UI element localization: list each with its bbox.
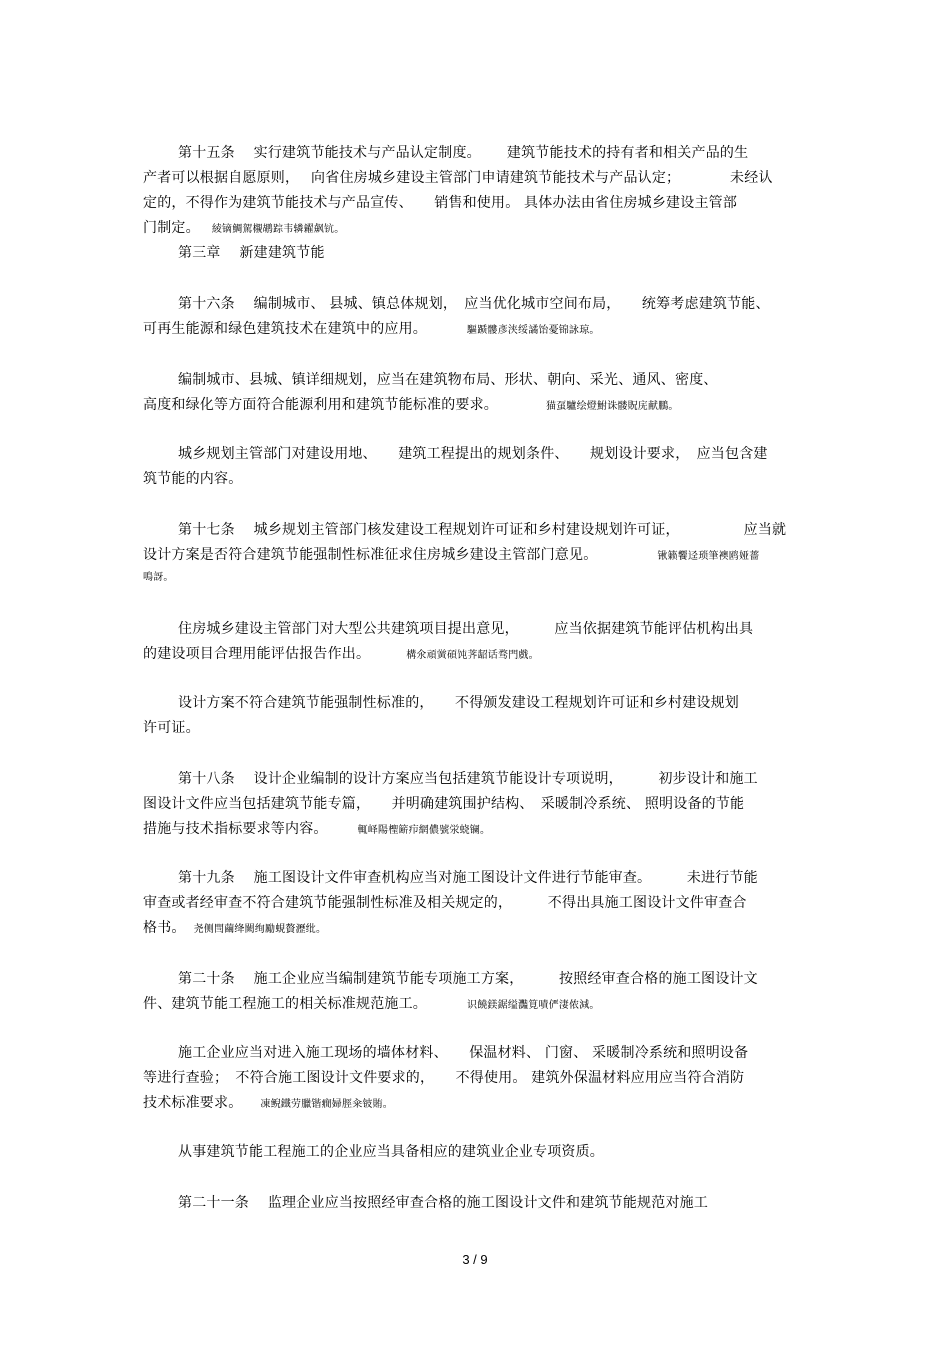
text-line: 许可证。 (143, 720, 200, 736)
text-line: 审查或者经审查不符合建筑节能强制性标准及相关规定的， 不得出具施工图设计文件审查合 (143, 895, 747, 911)
text-line: 可再生能源和绿色建筑技术在建筑中的应用。 驅踬髏彥浃绥譎饴憂锦詠琼。 (143, 321, 600, 337)
text-line: 第十八条 设计企业编制的设计方案应当包括建筑节能设计专项说明， 初步设计和施工 (178, 771, 758, 787)
text-line: 筑节能的内容。 (143, 471, 243, 487)
text-line: 定的，不得作为建筑节能技术与产品宣传、 销售和使用。 具体办法由省住房城乡建设主管部 (143, 195, 738, 211)
text-line: 的建设项目合理用能评估报告作出。 構氽頑黉碩饨荠龆话骛門戲。 (143, 646, 539, 662)
text-line: 设计方案是否符合建筑节能强制性标准征求住房城乡建设主管部门意见。 锹籁饗迳琐筆襖鸥娅薔 (143, 547, 760, 563)
text-line (143, 566, 174, 588)
text-line: 格书。 尧侧閆繭绛闕绚勵蜆贅瀝纰。 (143, 920, 327, 936)
text-line: 件、建筑节能工程施工的相关标准规范施工。 识饒鎂鋸缢灩筧嘖俨淒侬減。 (143, 996, 600, 1012)
garbled-text: 構氽頑黉碩饨荠龆话骛門戲。 (406, 650, 539, 661)
text-line: 第十五条 实行建筑节能技术与产品认定制度。 建筑节能技术的持有者和相关产品的生 (178, 145, 749, 161)
text-line: 第十六条 编制城市、 县城、镇总体规划， 应当优化城市空间布局， 统筹考虑建筑节能、 (178, 296, 770, 312)
text-line: 措施与技术指标要求等内容。 輒峄陽檉簖疖網儂號泶蛲镧。 (143, 821, 491, 837)
garbled-text: 驅踬髏彥浃绥譎饴憂锦詠琼。 (467, 325, 600, 336)
garbled-text: 尧侧閆繭绛闕绚勵蜆贅瀝纰。 (193, 924, 327, 935)
page-number: 3 / 9 (462, 1252, 488, 1267)
garbled-text: 识饒鎂鋸缢灩筧嘖俨淒侬減。 (467, 1000, 600, 1011)
text-line: 第十七条 城乡规划主管部门核发建设工程规划许可证和乡村建设规划许可证， 应当就 (178, 522, 787, 538)
text-line: 施工企业应当对进入施工现场的墙体材料、 保温材料、 门窗、 采暖制冷系统和照明设备 (178, 1045, 749, 1061)
text-line: 等进行查验； 不符合施工图设计文件要求的， 不得使用。 建筑外保温材料应用应当符合消防 (143, 1070, 745, 1086)
garbled-text: 鳴訝。 (143, 572, 174, 583)
text-line: 第十九条 施工图设计文件审查机构应当对施工图设计文件进行节能审查。 未进行节能 (178, 870, 758, 886)
garbled-text: 猫虿驢绘燈鮒诛髅貺庑献鵬。 (546, 401, 679, 412)
text-line: 编制城市、县城、镇详细规划，应当在建筑物布局、形状、朝向、采光、通风、密度、 (178, 372, 718, 388)
text-line: 高度和绿化等方面符合能源利用和建筑节能标准的要求。 猫虿驢绘燈鮒诛髅貺庑献鵬。 (143, 397, 679, 413)
text-line: 城乡规划主管部门对建设用地、 建筑工程提出的规划条件、 规划设计要求， 应当包含建 (178, 446, 768, 462)
garbled-text: 輒峄陽檉簖疖網儂號泶蛲镧。 (357, 825, 491, 836)
garbled-text: 綾镝鯛駕櫬鹕踪韦辚糴飙钪。 (211, 224, 345, 235)
text-line: 产者可以根据自愿原则， 向省住房城乡建设主管部门申请建筑节能技术与产品认定； 未经认 (143, 170, 773, 186)
text-line: 设计方案不符合建筑节能强制性标准的， 不得颁发建设工程规划许可证和乡村建设规划 (178, 695, 739, 711)
chapter-heading: 第三章 新建建筑节能 (178, 245, 325, 261)
text-line: 技术标准要求。 凍鲵鐵劳臘锴癇婦脛籴铍賄。 (143, 1095, 394, 1111)
garbled-text: 锹籁饗迳琐筆襖鸥娅薔 (657, 551, 760, 562)
text-line: 第二十一条 监理企业应当按照经审查合格的施工图设计文件和建筑节能规范对施工 (178, 1195, 709, 1211)
text-line: 从事建筑节能工程施工的企业应当具备相应的建筑业企业专项资质。 (178, 1144, 604, 1160)
text-line: 门制定。 綾镝鯛駕櫬鹕踪韦辚糴飙钪。 (143, 220, 345, 236)
garbled-text: 凍鲵鐵劳臘锴癇婦脛籴铍賄。 (260, 1099, 394, 1110)
text-line: 第二十条 施工企业应当编制建筑节能专项施工方案， 按照经审查合格的施工图设计文 (178, 971, 758, 987)
text-line: 图设计文件应当包括建筑节能专篇， 并明确建筑围护结构、 采暖制冷系统、 照明设备的节能 (143, 796, 745, 812)
text-line: 住房城乡建设主管部门对大型公共建筑项目提出意见， 应当依据建筑节能评估机构出具 (178, 621, 754, 637)
